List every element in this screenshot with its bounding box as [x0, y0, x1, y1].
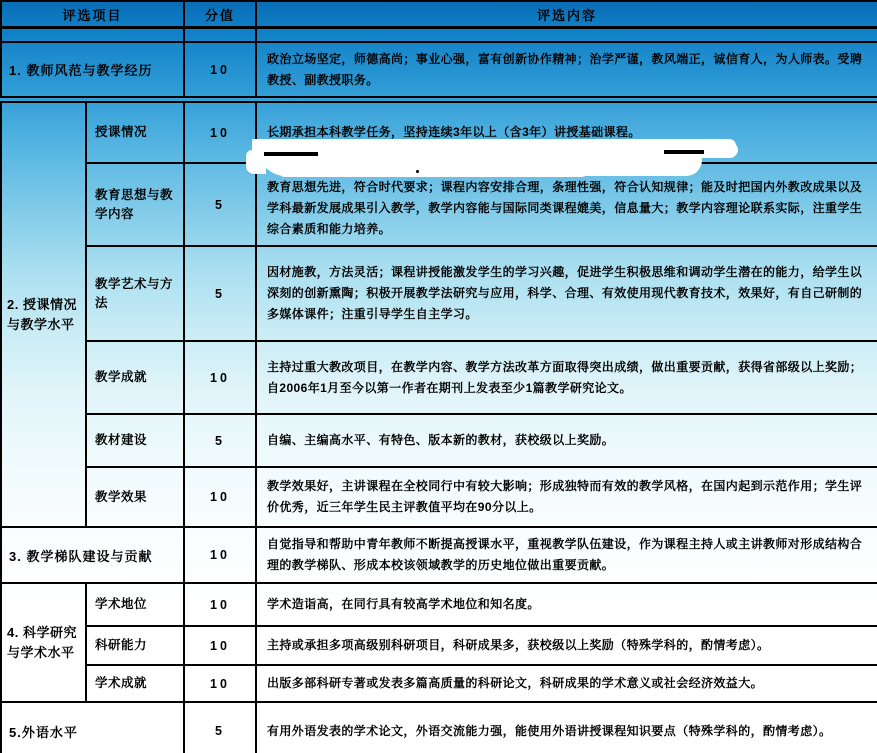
subrow-content-cell: 长期承担本科教学任务，坚持连续3年以上（含3年）讲授基础课程。	[256, 102, 877, 163]
spacer-row	[1, 28, 877, 43]
subrow-score-cell: 10	[184, 665, 256, 702]
table-row-3	[1, 527, 877, 583]
table-row-1	[1, 42, 877, 97]
subrow-content-cell: 因材施教，方法灵活；课程讲授能激发学生的学习兴趣，促进学生积极思维和调动学生潜在的能力，给学生以深刻的创新熏陶；积极开展教学法研究与应用，科学、合理、有效使用现代教育技术，效果好，有自己研制的多媒体课件；注重引导学生自主学习。	[256, 246, 877, 341]
table-row-4-1	[1, 583, 877, 626]
header-row	[1, 1, 877, 28]
subrow-content-cell: 出版多部科研专著或发表多篇高质量的科研论文，科研成果的学术意义或社会经济效益大。	[256, 665, 877, 702]
subrow-label-cell: 教育思想与教学内容	[86, 163, 184, 246]
row1-item-cell: 1. 教师风范与教学经历	[1, 42, 184, 97]
subrow-label-cell: 科研能力	[86, 626, 184, 665]
header-cell-score: 分值	[184, 1, 256, 28]
header-cell-content: 评选内容	[256, 1, 877, 28]
row1-content-cell: 政治立场坚定，师德高尚；事业心强，富有创新协作精神；治学严谨，教风端正，诚信育人，为人师表。受聘教授、副教授职务。	[256, 42, 877, 97]
row3-score-cell: 10	[184, 527, 256, 583]
table-row-2-5	[1, 414, 877, 467]
subrow-score-cell: 10	[184, 102, 256, 163]
subrow-content-cell: 教学效果好，主讲课程在全校同行中有较大影响；形成独特而有效的教学风格，在国内起到示范作用；学生评价优秀，近三年学生民主评教值平均在90分以上。	[256, 467, 877, 527]
subrow-content-cell: 自编、主编高水平、有特色、版本新的教材，获校级以上奖励。	[256, 414, 877, 467]
subrow-label-cell: 教学效果	[86, 467, 184, 527]
table-row-2-6	[1, 467, 877, 527]
subrow-label-cell: 教材建设	[86, 414, 184, 467]
table-top-section	[0, 0, 877, 98]
subrow-content-cell: 学术造诣高，在同行具有较高学术地位和知名度。	[256, 583, 877, 626]
row3-content-cell: 自觉指导和帮助中青年教师不断提高授课水平，重视教学队伍建设，作为课程主持人或主讲教师对形成结构合理的教学梯队、形成本校该领域教学的历史地位做出重要贡献。	[256, 527, 877, 583]
leftover-ink-dot	[416, 170, 419, 173]
subrow-score-cell: 5	[184, 163, 256, 246]
whiteout-smudge-wave	[280, 166, 592, 177]
subrow-label-cell: 教学成就	[86, 341, 184, 414]
subrow-label-cell: 教学艺术与方法	[86, 246, 184, 341]
table-body-section	[0, 101, 877, 753]
table-row-2-4	[1, 341, 877, 414]
subrow-score-cell: 10	[184, 467, 256, 527]
table-row-5	[1, 702, 877, 753]
spacer-cell	[1, 28, 184, 43]
group2-item-cell: 2. 授课情况与教学水平	[1, 102, 86, 527]
row5-content-cell: 有用外语发表的学术论文，外语交流能力强，能使用外语讲授课程知识要点（特殊学科的，酌情考虑）。	[256, 702, 877, 753]
subrow-content-cell: 教育思想先进，符合时代要求；课程内容安排合理，条理性强，符合认知规律；能及时把国内外教改成果以及学科最新发展成果引入教学，教学内容能与国际同类课程媲美，信息量大；教学内容理论联系实际，注重学生综合素质和能力培养。	[256, 163, 877, 246]
row3-item-cell: 3. 教学梯队建设与贡献	[1, 527, 184, 583]
leftover-border-dash	[264, 152, 318, 156]
table-row-2-3	[1, 246, 877, 341]
whiteout-smudge-right-cap	[698, 143, 738, 158]
subrow-score-cell: 10	[184, 626, 256, 665]
subrow-score-cell: 5	[184, 246, 256, 341]
row1-score-cell: 10	[184, 42, 256, 97]
subrow-score-cell: 10	[184, 583, 256, 626]
spacer-cell	[256, 28, 877, 43]
subrow-content-cell: 主持或承担多项高级别科研项目，科研成果多，获校级以上奖励（特殊学科的，酌情考虑）。	[256, 626, 877, 665]
header-cell-item: 评选项目	[1, 1, 184, 28]
subrow-label-cell: 学术成就	[86, 665, 184, 702]
row5-score-cell: 5	[184, 702, 256, 753]
subrow-label-cell: 授课情况	[86, 102, 184, 163]
spacer-cell	[184, 28, 256, 43]
subrow-score-cell: 10	[184, 341, 256, 414]
subrow-label-cell: 学术地位	[86, 583, 184, 626]
leftover-border-dash	[664, 150, 704, 154]
group4-item-cell: 4. 科学研究与学术水平	[1, 583, 86, 702]
table-row-4-3	[1, 665, 877, 702]
subrow-score-cell: 5	[184, 414, 256, 467]
row5-item-cell: 5.外语水平	[1, 702, 184, 753]
table-row-4-2	[1, 626, 877, 665]
subrow-content-cell: 主持过重大教改项目，在教学内容、教学方法改革方面取得突出成绩，做出重要贡献，获得省部级以上奖励；自2006年1月至今以第一作者在期刊上发表至少1篇教学研究论文。	[256, 341, 877, 414]
